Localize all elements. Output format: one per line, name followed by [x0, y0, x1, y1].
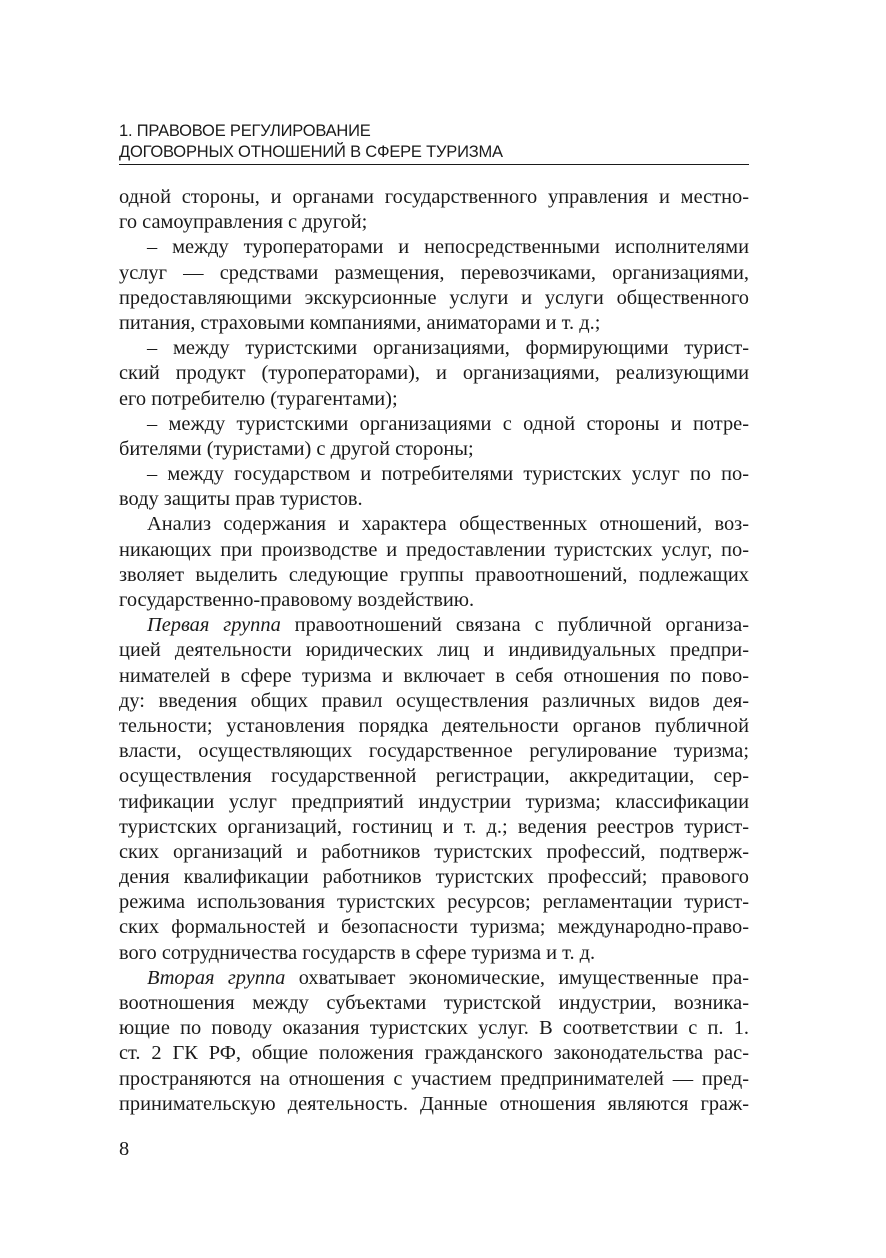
- text-line: [119, 613, 749, 638]
- text-line: воотношения между субъектами туристской индустрии, возника-: [119, 992, 749, 1014]
- running-head-line-2: ДОГОВОРНЫХ ОТНОШЕНИЙ В СФЕРЕ ТУРИЗМА: [119, 143, 503, 161]
- running-head: [119, 121, 749, 163]
- text-line: никающих при производстве и предоставлении туристских услуг, по-: [119, 538, 749, 561]
- text-line: власти, осуществляющих государственное регулирование туризма;: [119, 740, 749, 763]
- text-line: ющие по поводу оказания туристских услуг. В соответствии с п. 1.: [119, 1017, 749, 1040]
- text-line: государственно-правовому воздействию.: [119, 589, 475, 611]
- page-number: 8: [119, 1138, 130, 1160]
- text-line: предоставляющими экскурсионные услуги и услуги общественного: [119, 286, 749, 309]
- running-head-line-1: 1. ПРАВОВОЕ РЕГУЛИРОВАНИЕ: [119, 122, 371, 140]
- text-line: – между туристскими организациями с одной стороны и потре-: [147, 412, 749, 435]
- text-line: ст. 2 ГК РФ, общие положения гражданского законодательства рас-: [119, 1042, 749, 1065]
- text-line: осуществления государственной регистрации, аккредитации, сер-: [119, 765, 749, 788]
- text-line: нимателей в сфере туризма и включает в себя отношения по пово-: [119, 664, 749, 687]
- text-line: [119, 966, 749, 991]
- text-line: туристских организаций, гостиниц и т. д.; ведения реестров турист-: [119, 815, 749, 838]
- text-line: ский продукт (туроператорами), и организациями, реализующими: [119, 362, 749, 385]
- text-line: услуг — средствами размещения, перевозчиками, организациями,: [119, 261, 749, 284]
- text-line: одной стороны, и органами государственного управления и местно-: [119, 186, 749, 208]
- text-line: го самоуправления с другой;: [119, 211, 368, 234]
- text-line: воду защиты прав туристов.: [119, 488, 363, 511]
- text-line: питания, страховыми компаниями, аниматорами и т. д.;: [119, 311, 601, 334]
- text-line: – между туристскими организациями, формирующими турист-: [147, 337, 749, 360]
- text-line-rest: правоотношений связана с публичной организа-: [280, 614, 749, 637]
- text-line: зволяет выделить следующие группы правоотношений, подлежащих: [119, 563, 749, 586]
- text-line: его потребителю (турагентами);: [119, 387, 398, 410]
- text-line: пространяются на отношения с участием предпринимателей — пред-: [119, 1067, 749, 1090]
- text-line: бителями (туристами) с другой стороны;: [119, 437, 474, 460]
- text-line: ских формальностей и безопасности туризма; международно-право-: [119, 916, 749, 939]
- text-line: режима использования туристских ресурсов; регламентации турист-: [119, 891, 749, 914]
- text-line: тификации услуг предприятий индустрии туризма; классификации: [119, 790, 749, 813]
- text-line: вого сотрудничества государств в сфере туризма и т. д.: [119, 941, 596, 964]
- second-group-term: Вторая группа: [147, 966, 286, 989]
- text-line: ских организаций и работников туристских профессий, подтверж-: [119, 840, 749, 863]
- text-line: принимательскую деятельность. Данные отношения являются граж-: [119, 1092, 749, 1115]
- text-line: – между туроператорами и непосредственными исполнителями: [147, 236, 749, 259]
- text-line: ду: введения общих правил осуществления различных видов дея-: [119, 689, 749, 712]
- text-line: тельности; установления порядка деятельности органов публичной: [119, 714, 749, 737]
- header-rule: [119, 164, 749, 165]
- text-line-rest: охватывает экономические, имущественные пра-: [285, 966, 749, 989]
- text-line: цией деятельности юридических лиц и индивидуальных предпри-: [119, 639, 749, 662]
- text-line: дения квалификации работников туристских профессий; правового: [119, 866, 749, 889]
- first-group-term: Первая группа: [147, 614, 281, 637]
- body-text: [119, 185, 749, 1117]
- text-line: – между государством и потребителями туристских услуг по по-: [147, 463, 749, 486]
- text-line: Анализ содержания и характера общественных отношений, воз-: [147, 513, 749, 536]
